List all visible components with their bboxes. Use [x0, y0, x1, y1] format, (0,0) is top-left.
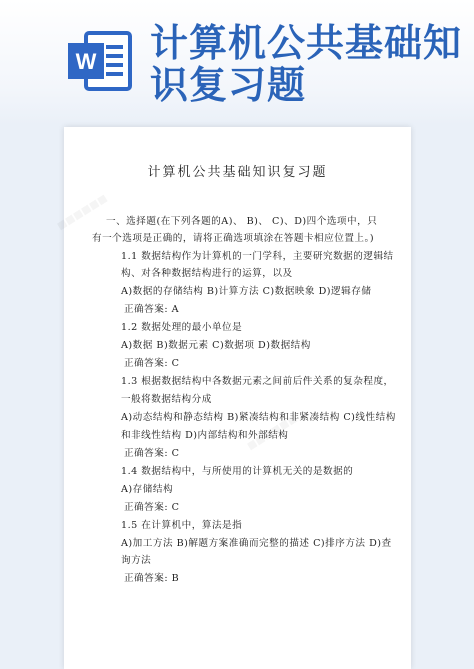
- options-1-1: A)数据的存储结构 B)计算方法 C)数据映象 D)逻辑存储: [121, 286, 372, 297]
- question-1-5: 1.5 在计算机中，算法是指: [121, 520, 243, 531]
- text-line: 一般将数据结构分成: [121, 394, 212, 405]
- question-1-1: 1.1 数据结构作为计算机的一门学科，主要研究数据的逻辑结: [121, 251, 394, 262]
- question-1-3: 1.3 根据数据结构中各数据元素之间前后件关系的复杂程度，: [121, 376, 394, 387]
- document-page: [55, 127, 411, 669]
- watermark: ■■■■■■: [55, 192, 110, 233]
- answer-1-4: 正确答案: C: [124, 502, 180, 513]
- watermark: ■■■■■■: [245, 412, 300, 453]
- question-1-2: 1.2 数据处理的最小单位是: [121, 322, 243, 333]
- text-line: 构、对各种数据结构进行的运算，以及: [121, 268, 293, 279]
- word-document-icon: [66, 30, 136, 92]
- banner-title-line-1: 计算机公共基础知: [150, 21, 463, 65]
- banner: [0, 0, 474, 125]
- options-1-4: A)存储结构: [121, 484, 174, 495]
- text-line: 询方法: [121, 555, 152, 566]
- text-line: 一、选择题(在下列各题的A)、 B)、 C)、D)四个选项中，只: [106, 216, 378, 227]
- options-1-3: A)动态结构和静态结构 B)紧凑结构和非紧凑结构 C)线性结构: [121, 412, 396, 423]
- banner-title: [150, 22, 470, 106]
- word-icon-letter: W: [75, 49, 97, 74]
- text-line: 有一个选项是正确的，请将正确选项填涂在答题卡相应位置上。): [92, 233, 375, 244]
- banner-title-line-2: 识复习题: [150, 63, 307, 107]
- answer-1-2: 正确答案: C: [124, 358, 180, 369]
- answer-1-3: 正确答案: C: [124, 448, 180, 459]
- question-1-4: 1.4 数据结构中，与所使用的计算机无关的是数据的: [121, 466, 354, 477]
- answer-1-5: 正确答案: B: [124, 573, 180, 584]
- text-line: 和非线性结构 D)内部结构和外部结构: [121, 430, 289, 441]
- options-1-2: A)数据 B)数据元素 C)数据项 D)数据结构: [121, 340, 311, 351]
- answer-1-1: 正确答案: A: [124, 304, 180, 315]
- document-title: 计算机公共基础知识复习题: [147, 165, 328, 180]
- options-1-5: A)加工方法 B)解题方案准确而完整的描述 C)排序方法 D)查: [121, 538, 392, 549]
